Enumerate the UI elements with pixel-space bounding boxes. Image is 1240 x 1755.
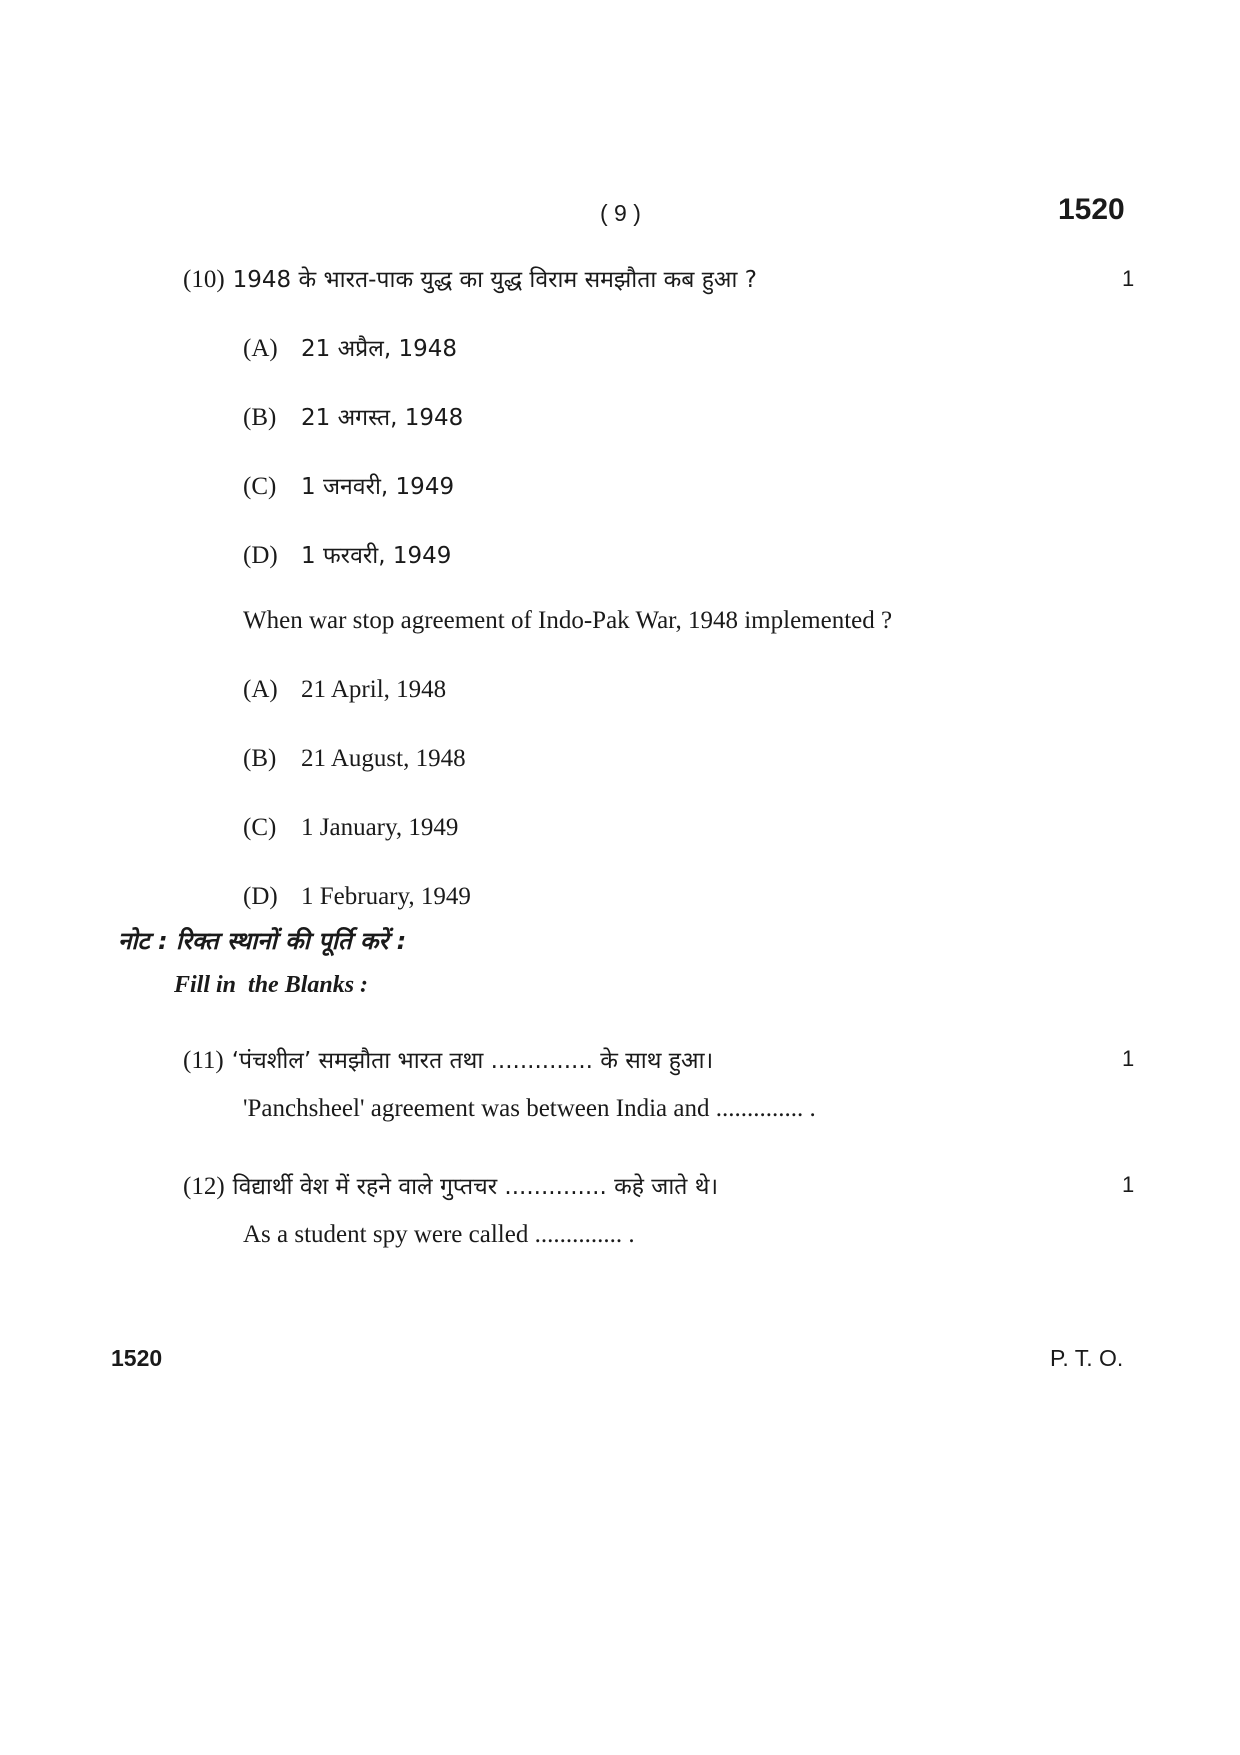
- option-hindi-d: (D) 1 फरवरी, 1949: [243, 542, 452, 569]
- paper-code-footer: 1520: [111, 1345, 163, 1371]
- option-english-c: (C) 1 January, 1949: [243, 814, 459, 841]
- option-english-a: (A) 21 April, 1948: [243, 676, 447, 703]
- option-hindi-a: (A) 21 अप्रैल, 1948: [243, 335, 457, 362]
- paper-code-header: 1520: [1058, 193, 1125, 226]
- question-11-marks: 1: [1122, 1046, 1135, 1071]
- pto-label: P. T. O.: [1050, 1345, 1124, 1371]
- note-heading-english: Fill in the Blanks :: [174, 972, 369, 998]
- question-10-marks: 1: [1122, 266, 1135, 291]
- question-10-hindi: [183, 262, 757, 294]
- option-hindi-b: (B) 21 अगस्त, 1948: [243, 404, 464, 431]
- option-english-b: (B) 21 August, 1948: [243, 745, 466, 772]
- question-10-english: When war stop agreement of Indo-Pak War, 1948 implemented ?: [243, 607, 893, 634]
- option-hindi-c: (C) 1 जनवरी, 1949: [243, 473, 455, 500]
- question-number: (12): [183, 1173, 225, 1200]
- question-number: (10): [183, 266, 225, 293]
- question-text: ‘पंचशील’ समझौता भारत तथा .............. के साथ हुआ।: [231, 1048, 714, 1074]
- page-number: ( 9 ): [600, 200, 641, 226]
- question-11-hindi: [183, 1043, 713, 1075]
- note-heading-hindi: नोट : रिक्त स्थानों की पूर्ति करें :: [118, 927, 407, 955]
- question-11-english: 'Panchsheel' agreement was between India and .............. .: [243, 1095, 816, 1122]
- question-12-hindi: [183, 1169, 718, 1201]
- question-12-english: As a student spy were called .............. .: [243, 1221, 635, 1248]
- question-text: 1948 के भारत-पाक युद्ध का युद्ध विराम समझौता कब हुआ ?: [232, 267, 757, 293]
- question-12-marks: 1: [1122, 1172, 1135, 1197]
- option-english-d: (D) 1 February, 1949: [243, 883, 471, 910]
- question-text: विद्यार्थी वेश में रहने वाले गुप्तचर .............. कहे जाते थे।: [232, 1174, 719, 1200]
- question-number: (11): [183, 1047, 224, 1074]
